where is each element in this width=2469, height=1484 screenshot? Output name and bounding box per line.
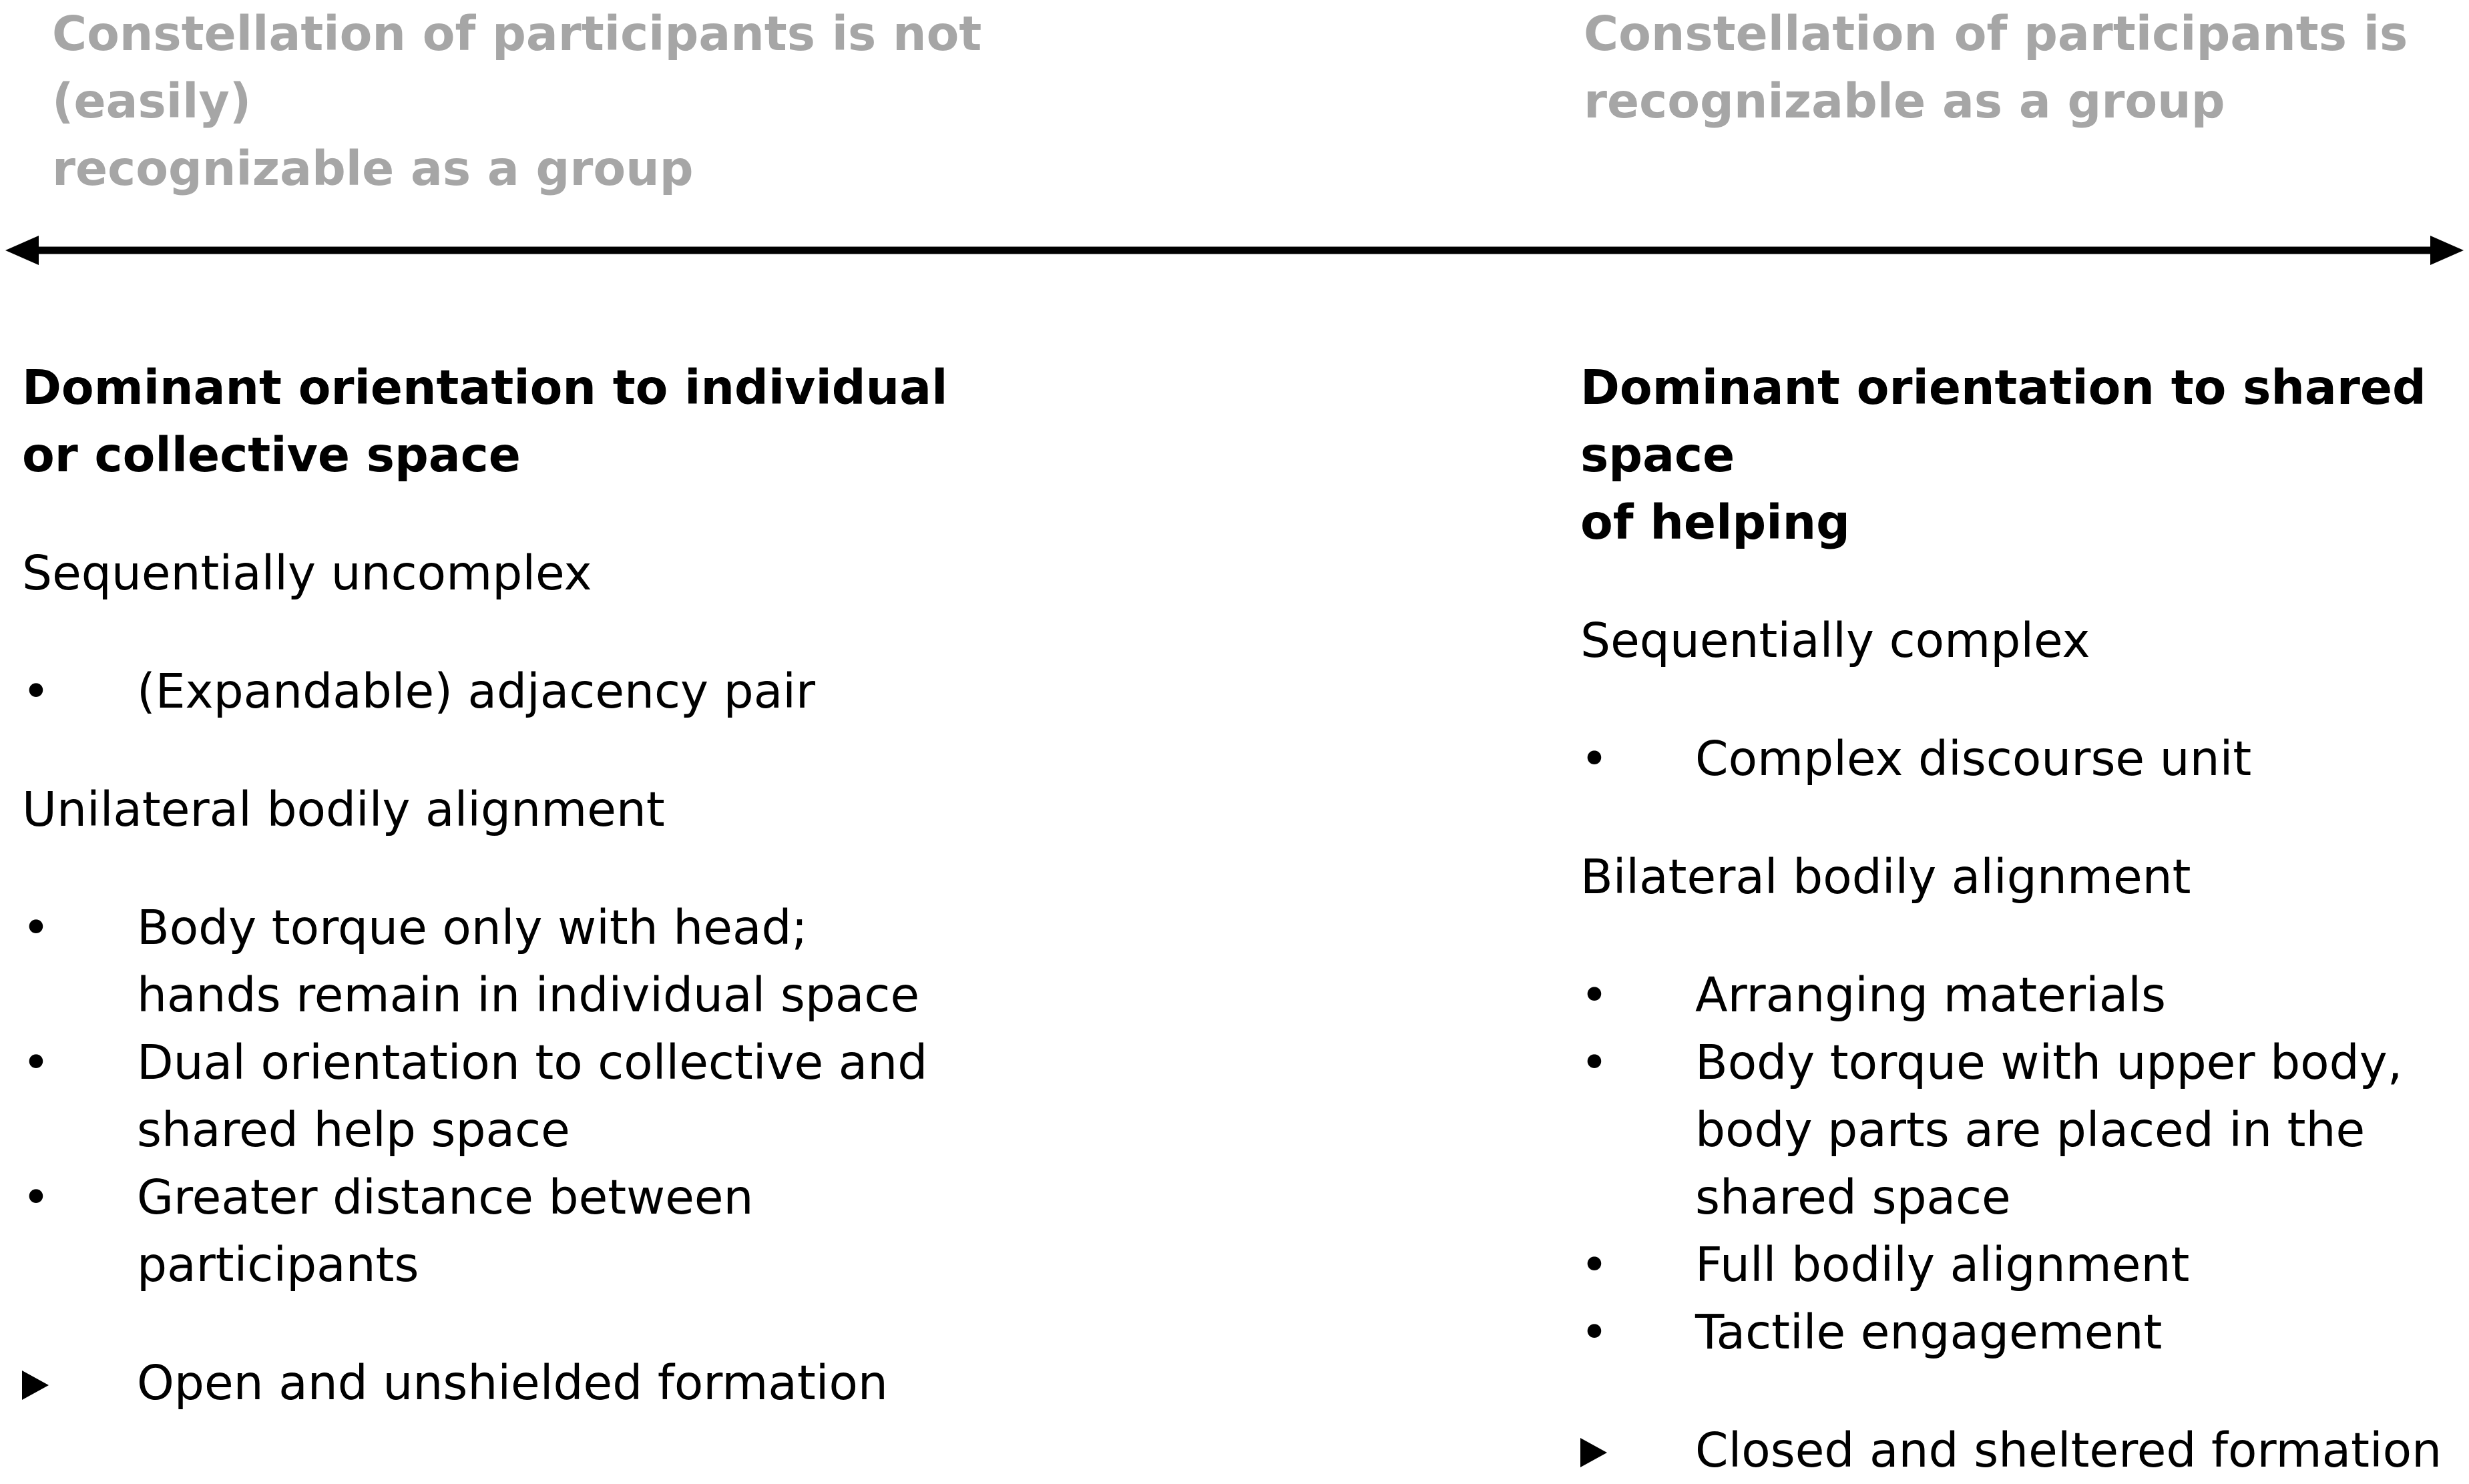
list-item-text: (Expandable) adjacency pair — [137, 664, 816, 719]
list-item — [1580, 1298, 2462, 1366]
right-column — [1580, 354, 2462, 1484]
bullet-icon: • — [1580, 967, 1608, 1023]
list-item — [22, 1164, 1291, 1298]
list-item — [1580, 1231, 2462, 1298]
list-item — [22, 894, 1291, 1029]
left-sequence-title: Sequentially uncomplex — [22, 545, 592, 601]
play-triangle-icon — [22, 1371, 49, 1400]
list-item-text: Complex discourse unit — [1695, 731, 2252, 786]
right-conclusion — [1580, 1417, 2462, 1484]
right-alignment-list — [1580, 961, 2462, 1366]
list-item — [1580, 1029, 2462, 1231]
pole-label-left: Constellation of participants is not (easily) recognizable as a group — [52, 6, 982, 196]
left-heading: Dominant orientation to individual or collective space — [22, 360, 948, 483]
left-conclusion — [22, 1349, 1291, 1417]
right-heading: Dominant orientation to shared space of helping — [1580, 360, 2426, 550]
bullet-icon: • — [22, 1035, 50, 1090]
left-column — [22, 354, 1291, 1417]
bullet-icon: • — [22, 1170, 50, 1225]
list-item-text: Body torque with upper body, body parts are placed in the shared space — [1695, 1035, 2403, 1225]
play-triangle-icon — [1580, 1438, 1607, 1467]
right-sequence-list — [1580, 725, 2462, 792]
right-alignment-title: Bilateral bodily alignment — [1580, 849, 2191, 905]
list-item — [1580, 725, 2462, 792]
list-item — [22, 1029, 1291, 1164]
list-item-text: Greater distance between participants — [137, 1170, 754, 1292]
bullet-icon: • — [1580, 1304, 1608, 1360]
bullet-icon: • — [1580, 1035, 1608, 1090]
list-item-text: Arranging materials — [1695, 967, 2166, 1023]
list-item-text: Body torque only with head; hands remain in individual space — [137, 900, 920, 1023]
list-item-text: Full bodily alignment — [1695, 1237, 2190, 1292]
bullet-icon: • — [22, 664, 50, 719]
right-sequence-title: Sequentially complex — [1580, 613, 2090, 668]
bullet-icon: • — [1580, 1237, 1608, 1292]
bullet-icon: • — [1580, 731, 1608, 786]
left-conclusion-text: Open and unshielded formation — [137, 1355, 888, 1411]
axis-arrowhead-left — [5, 236, 39, 265]
left-alignment-title: Unilateral bodily alignment — [22, 782, 665, 837]
right-conclusion-text: Closed and sheltered formation — [1695, 1423, 2442, 1478]
axis-arrowhead-right — [2430, 236, 2464, 265]
double-headed-arrow-icon — [0, 224, 2469, 277]
list-item — [22, 658, 1291, 725]
list-item-text: Dual orientation to collective and shared help space — [137, 1035, 928, 1158]
bullet-icon: • — [22, 900, 50, 955]
pole-label-right: Constellation of participants is recognizable as a group — [1584, 6, 2408, 129]
left-alignment-list — [22, 894, 1291, 1298]
list-item — [1580, 961, 2462, 1029]
list-item-text: Tactile engagement — [1695, 1304, 2163, 1360]
left-sequence-list — [22, 658, 1291, 725]
